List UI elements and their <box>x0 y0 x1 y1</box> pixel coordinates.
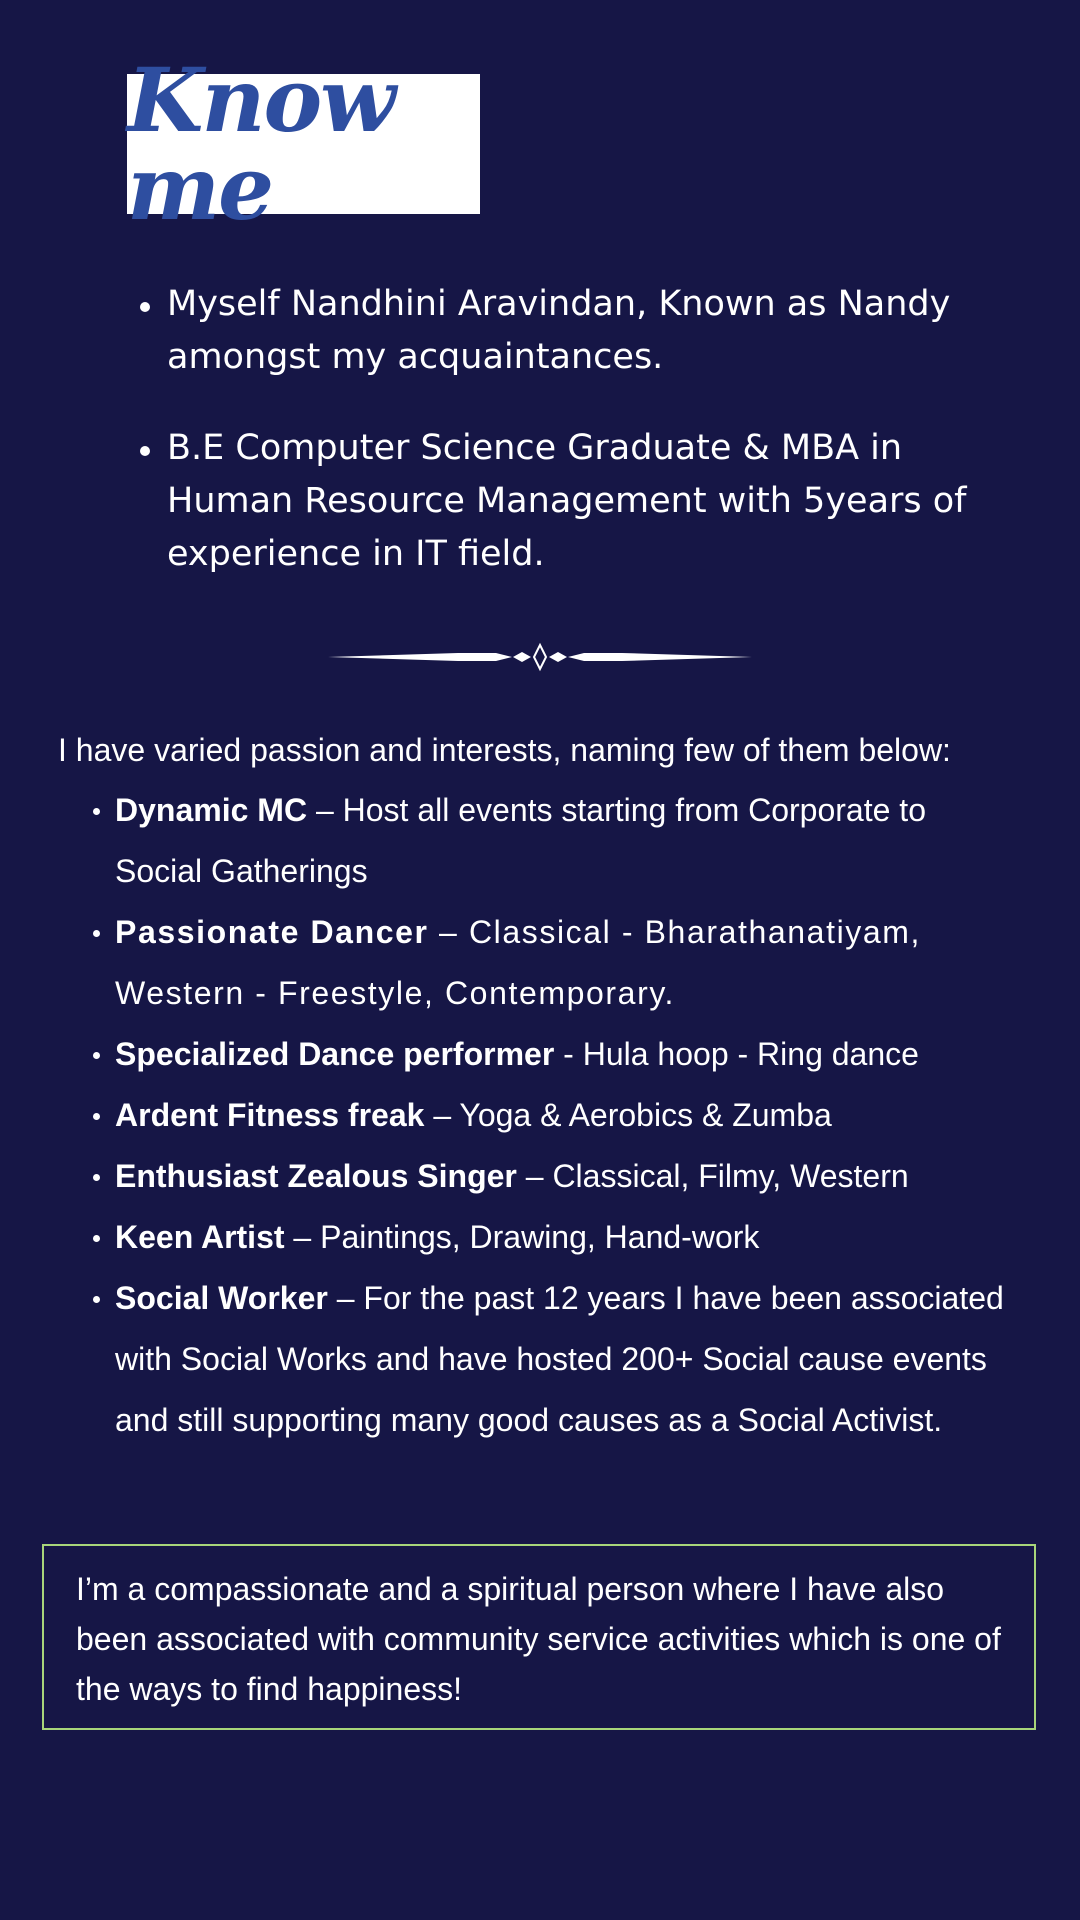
passion-desc: – Host all events starting from Corporate to Social Gatherings <box>115 792 926 889</box>
passion-desc: – Classical - Bharathanatiyam, Western - Freestyle, Contemporary. <box>115 914 922 1011</box>
passion-title: Enthusiast Zealous Singer <box>115 1158 517 1194</box>
intro-item: B.E Computer Science Graduate & MBA in Human Resource Management with 5years of experience in IT field. <box>167 422 997 581</box>
passion-item <box>115 1146 1005 1207</box>
quote-text: I’m a compassionate and a spiritual person where I have also been associated with community service activities which is one of the ways to find happiness! <box>76 1571 1001 1707</box>
intro-list <box>167 278 997 619</box>
passion-desc: – For the past 12 years I have been associated with Social Works and have hosted 200+ Social cause events and still supporting many good causes as a Social Activist. <box>115 1280 1004 1438</box>
passion-heading: I have varied passion and interests, naming few of them below: <box>58 732 951 768</box>
passion-desc: – Classical, Filmy, Western <box>516 1158 909 1194</box>
intro-item: Myself Nandhini Aravindan, Known as Nandy amongst my acquaintances. <box>167 278 997 384</box>
passion-item <box>115 1207 1005 1268</box>
passion-item <box>115 902 1005 1024</box>
passion-item <box>115 1085 1005 1146</box>
passion-title: Dynamic MC <box>115 792 308 828</box>
passion-list <box>115 780 1005 1451</box>
passion-item <box>115 1268 1005 1451</box>
passion-title: Ardent Fitness freak <box>115 1097 425 1133</box>
page-title: Know me <box>127 48 394 240</box>
passion-desc: – Yoga & Aerobics & Zumba <box>424 1097 832 1133</box>
ornamental-divider-icon <box>328 640 752 674</box>
passion-title: Specialized Dance performer <box>115 1036 555 1072</box>
passion-title: Social Worker <box>115 1280 328 1316</box>
passion-desc: - Hula hoop - Ring dance <box>554 1036 919 1072</box>
quote-box <box>42 1544 1036 1730</box>
passion-title: Keen Artist <box>115 1219 285 1255</box>
passion-item <box>115 780 1005 902</box>
passion-desc: – Paintings, Drawing, Hand-work <box>284 1219 760 1255</box>
passion-item <box>115 1024 1005 1085</box>
title-box <box>127 48 480 240</box>
passion-title: Passionate Dancer <box>115 914 429 950</box>
